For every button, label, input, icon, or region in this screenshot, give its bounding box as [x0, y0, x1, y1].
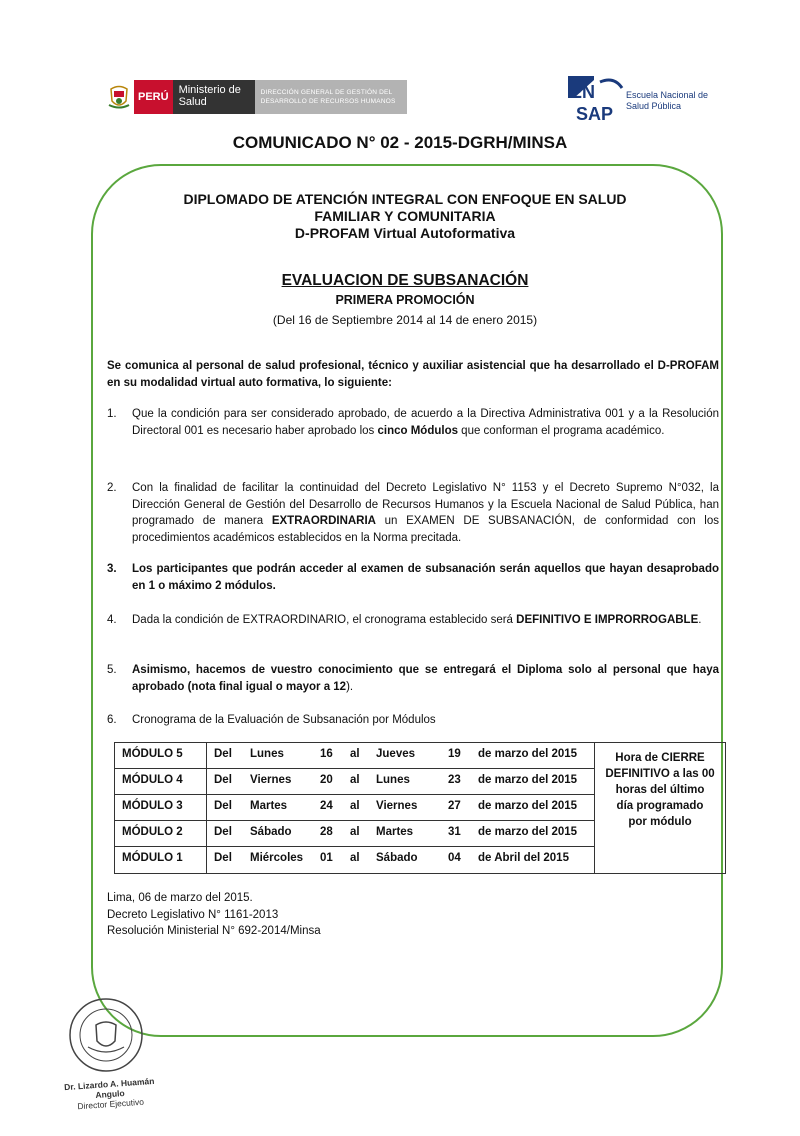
signer-title: Director Ejecutivo: [77, 1096, 145, 1112]
footer-block: [107, 890, 321, 940]
schedule-table: [114, 742, 726, 874]
comunicado-title: COMUNICADO N° 02 - 2015-DGRH/MINSA: [232, 133, 568, 152]
item-number: 1.: [107, 408, 117, 420]
direccion-label: DIRECCIÓN GENERAL DE GESTIÓN DEL DESARROLLO DE RECURSOS HUMANOS: [255, 80, 407, 114]
item-text: Los participantes que podrán acceder al examen de subsanación serán aquellos que: [132, 563, 610, 575]
end-day-cell: Viernes: [376, 800, 418, 812]
al-cell: al: [350, 800, 360, 812]
item-text: Dada la condición de EXTRAORDINARIO, el cronograma establecido será: [132, 614, 517, 626]
place-date: Lima, 06 de marzo del 2015.: [107, 892, 253, 904]
peru-label: PERÚ: [134, 80, 173, 114]
title-line-3: D-PROFAM Virtual Autoformativa: [294, 225, 516, 241]
ensap-en-mark: EN: [570, 82, 596, 102]
start-date-cell: 01: [320, 852, 333, 864]
closing-line: DEFINITIVO a las 00: [605, 768, 715, 780]
closing-line: por módulo: [628, 816, 692, 828]
ensap-logo: [564, 74, 714, 126]
promocion-heading: PRIMERA PROMOCIÓN: [335, 293, 475, 307]
item-text: Cronograma de la Evaluación de Subsanación por Módulos: [132, 714, 436, 726]
del-cell: Del: [214, 852, 232, 864]
start-date-cell: 28: [320, 826, 333, 838]
item-text: que conforman el programa académico.: [457, 424, 665, 437]
start-day-cell: Martes: [250, 800, 288, 812]
ensap-icon: [564, 74, 626, 126]
item-text: .: [698, 614, 702, 626]
month-cell: de marzo del 2015: [478, 748, 578, 760]
closing-line: Hora de CIERRE: [615, 752, 705, 764]
modulo-cell: MÓDULO 5: [122, 748, 183, 760]
month-cell: de marzo del 2015: [478, 826, 578, 838]
item-number: 2.: [107, 482, 117, 494]
signature-block: [49, 1075, 171, 1113]
start-date-cell: 24: [320, 800, 333, 812]
item-text: Que la condición para ser considerado aprobado, de acuerdo a la Directiva Administrativa 001 y a la Resolución Directoral 001 es necesario haber aprobado los: [132, 408, 719, 437]
start-day-cell: Viernes: [250, 774, 292, 786]
modulo-cell: MÓDULO 1: [122, 852, 183, 864]
resolucion-ref: Resolución Ministerial N° 692-2014/Minsa: [107, 925, 321, 937]
signer-name: Dr. Lizardo A. Huamán Angulo: [63, 1075, 155, 1101]
coat-of-arms-icon: [104, 80, 134, 114]
item-text-bold: EXTRAORDINARIA: [271, 515, 376, 527]
start-day-cell: Sábado: [250, 826, 292, 838]
item-text-bold: nota final igual o mayor a 12: [191, 680, 347, 693]
modulo-cell: MÓDULO 3: [122, 800, 183, 812]
del-cell: Del: [214, 748, 232, 760]
minsa-logo: [104, 80, 407, 114]
evaluacion-heading: EVALUACION DE SUBSANACIÓN: [281, 272, 529, 289]
end-date-cell: 31: [448, 826, 461, 838]
periodo-text: (Del 16 de Septiembre 2014 al 14 de enero 2015): [272, 313, 538, 327]
item-text: Con la finalidad de facilitar la continuidad del Decreto Legislativo N° 1153 y el Decreto Supremo N°032, la Dirección General de Gestión del Desarrollo de Recursos Humanos y la Escuela Nacional de Salud Pública, han programado de manera: [132, 482, 719, 527]
del-cell: Del: [214, 826, 232, 838]
end-day-cell: Sábado: [376, 852, 418, 864]
table-row: [114, 768, 594, 794]
start-date-cell: 20: [320, 774, 333, 786]
item-number: 3.: [107, 563, 117, 575]
item-number: 4.: [107, 614, 117, 626]
modulo-cell: MÓDULO 4: [122, 774, 183, 786]
closing-time-note: [598, 750, 722, 830]
month-cell: de Abril del 2015: [478, 852, 569, 864]
item-text-bold: hayan desaprobado en 1 o máximo 2 módulos.: [132, 563, 719, 592]
item-number: 5.: [107, 664, 117, 676]
start-day-cell: Miércoles: [250, 852, 304, 864]
ensap-sap-mark: SAP: [576, 104, 614, 124]
end-day-cell: Jueves: [376, 748, 416, 760]
modulo-cell: MÓDULO 2: [122, 826, 183, 838]
item-text: ).: [346, 680, 354, 693]
del-cell: Del: [214, 774, 232, 786]
al-cell: al: [350, 852, 360, 864]
table-row: [114, 846, 594, 872]
item-text: Asimismo, hacemos de vuestro conocimiento que se entregará el Diploma solo al personal que haya aprobado (: [132, 664, 719, 693]
title-line-2: FAMILIAR Y COMUNITARIA: [314, 208, 496, 224]
closing-line: horas del último: [615, 784, 705, 796]
end-date-cell: 19: [448, 748, 461, 760]
ensap-name: Escuela Nacional de Salud Pública: [626, 90, 709, 111]
end-day-cell: Lunes: [376, 774, 410, 786]
del-cell: Del: [214, 800, 232, 812]
title-line-1: DIPLOMADO DE ATENCIÓN INTEGRAL CON ENFOQUE EN SALUD: [183, 191, 627, 207]
intro-paragraph: Se comunica al personal de salud profesional, técnico y auxiliar asistencial que ha desarrollado el D-PROFAM en su modalidad virtual auto formativa, lo siguiente:: [107, 360, 719, 389]
item-text-bold: cinco Módulos: [377, 424, 458, 437]
ministerio-label: Ministerio de Salud: [173, 80, 255, 114]
official-seal-icon: [58, 995, 154, 1075]
end-date-cell: 04: [448, 852, 461, 864]
diplomado-title: [90, 191, 720, 242]
end-date-cell: 27: [448, 800, 461, 812]
item-text: un EXAMEN DE SUBSANACIÓN, de conformidad con los procedimientos académicos establecidos en la Norma precitada.: [132, 515, 719, 544]
start-day-cell: Lunes: [250, 748, 284, 760]
item-text-bold: DEFINITIVO E IMPRORROGABLE: [516, 614, 699, 626]
table-row: [114, 820, 594, 846]
end-date-cell: 23: [448, 774, 461, 786]
closing-line: día programado: [616, 800, 704, 812]
al-cell: al: [350, 774, 360, 786]
start-date-cell: 16: [320, 748, 333, 760]
al-cell: al: [350, 826, 360, 838]
decreto-ref: Decreto Legislativo N° 1161-2013: [107, 908, 279, 921]
end-day-cell: Martes: [376, 826, 414, 838]
month-cell: de marzo del 2015: [478, 800, 578, 812]
month-cell: de marzo del 2015: [478, 774, 578, 786]
al-cell: al: [350, 748, 360, 760]
table-row: [114, 794, 594, 820]
table-row: [114, 742, 594, 768]
item-number: 6.: [107, 714, 117, 726]
